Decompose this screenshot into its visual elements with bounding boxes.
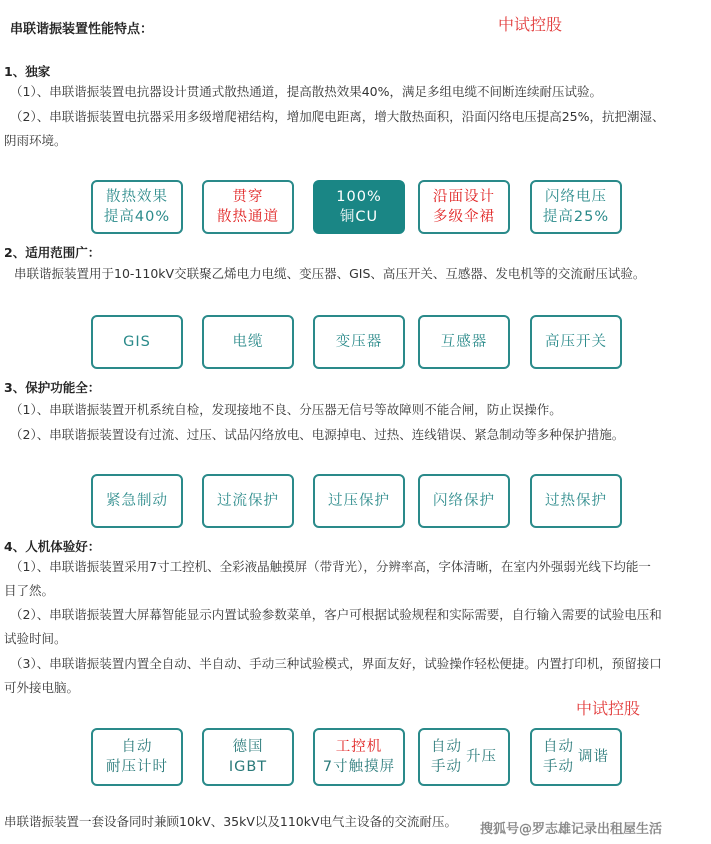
- protect-box-emergency-stop: 紧急制动: [91, 474, 183, 528]
- box-line: 散热通道: [217, 209, 279, 225]
- watermark: 搜狐号@罗志雄记录出租屋生活: [480, 822, 663, 837]
- box-line: 闪络电压: [544, 189, 607, 205]
- box-line: 自动: [543, 739, 574, 755]
- section-2-heading: 2、适用范围广：: [4, 245, 101, 260]
- protect-box-overheat: 过热保护: [530, 474, 622, 528]
- section-3-p2-text: （2）、串联谐振装置设有过流、过压、试品闪络放电、电源掉电、过热、连线错误、紧急制动等多种保护措施。: [10, 427, 625, 442]
- section-4-paragraph-3: [4, 652, 707, 676]
- section-1-paragraph-2-cont: 阴雨环境。: [4, 133, 67, 148]
- scope-box-transformer: 变压器: [313, 315, 405, 369]
- scope-box-hv-switch: 高压开关: [530, 315, 622, 369]
- box-line: 自动: [121, 739, 153, 755]
- section-4-heading: 4、人机体验好：: [4, 539, 101, 554]
- section-4-p2-text: （2）、串联谐振装置大屏幕智能显示内置试验参数菜单，客户可根据试验规程和实际需要，自行输入需要的试验电压和: [10, 607, 662, 622]
- protect-box-overvoltage: 过压保护: [313, 474, 405, 528]
- feature-box-channel: [202, 180, 294, 234]
- section-3-heading: 3、保护功能全：: [4, 380, 101, 395]
- section-4-p3-text: （3）、串联谐振装置内置全自动、半自动、手动三种试验模式，界面友好，试验操作轻松便捷。内置打印机，预留接口: [10, 656, 662, 671]
- box-line: 手动: [543, 759, 574, 775]
- box-line: 贯穿: [232, 189, 264, 205]
- protect-box-overcurrent: 过流保护: [202, 474, 294, 528]
- section-1-paragraph-1: [4, 80, 707, 104]
- box-line: 工控机: [335, 739, 383, 755]
- scope-box-gis: GIS: [91, 315, 183, 369]
- section-3-paragraph-2: [4, 423, 707, 447]
- section-2-paragraph: 串联谐振装置用于10-110kV交联聚乙烯电力电缆、变压器、GIS、高压开关、互感器、发电机等的交流耐压试验。: [14, 266, 646, 281]
- ux-box-boost: [418, 728, 510, 786]
- section-4-paragraph-1-cont: 目了然。: [4, 583, 55, 598]
- scope-box-instrument-transformer: 互感器: [418, 315, 510, 369]
- feature-box-skirt: [418, 180, 510, 234]
- section-3-paragraph-1: [4, 398, 707, 422]
- section-4-paragraph-3-cont: 可外接电脑。: [4, 680, 80, 695]
- box-line: 耐压计时: [106, 759, 168, 775]
- section-1-p2-text: （2）、串联谐振装置电抗器采用多级增爬裙结构，增加爬电距离，增大散热面积，沿面闪络电压提高25%，抗把潮湿、: [10, 109, 665, 124]
- ux-box-auto-timer: [91, 728, 183, 786]
- box-line: 提高40%: [103, 209, 171, 225]
- ux-box-touchscreen: [313, 728, 405, 786]
- brand-label-top: 中试控股: [498, 15, 563, 34]
- brand-label-bottom: 中试控股: [576, 699, 641, 718]
- page-title: 串联谐振装置性能特点：: [10, 22, 154, 37]
- section-3-p1-text: （1）、串联谐振装置开机系统自检，发现接地不良、分压器无信号等故障则不能合闸，防止误操作。: [10, 402, 562, 417]
- scope-box-cable: 电缆: [202, 315, 294, 369]
- box-side-label: 升压: [466, 749, 497, 765]
- box-line: 多级伞裙: [433, 209, 495, 225]
- footer-note: 串联谐振装置一套设备同时兼顾10kV、35kV以及110kV电气主设备的交流耐压。: [4, 814, 458, 829]
- box-line: 100%: [336, 189, 382, 205]
- section-1-heading: 1、独家: [4, 64, 51, 79]
- ux-box-tuning: [530, 728, 622, 786]
- section-1-paragraph-2: [4, 105, 707, 129]
- feature-box-flashover: [530, 180, 622, 234]
- box-line: 手动: [431, 759, 462, 775]
- section-4-paragraph-2: [4, 603, 707, 627]
- protect-box-flashover: 闪络保护: [418, 474, 510, 528]
- section-4-p1-text: （1）、串联谐振装置采用7寸工控机、全彩液晶触摸屏（带背光），分辨率高，字体清晰，在室内外强弱光线下均能一: [10, 559, 651, 574]
- box-side-label: 调谐: [578, 749, 609, 765]
- feature-box-cooling: [91, 180, 183, 234]
- box-line: 铜CU: [339, 209, 379, 225]
- section-4-paragraph-2-cont: 试验时间。: [4, 631, 67, 646]
- section-4-paragraph-1: [4, 555, 707, 579]
- ux-box-igbt: [202, 728, 294, 786]
- box-line: 提高25%: [542, 209, 610, 225]
- box-line: 沿面设计: [433, 189, 495, 205]
- feature-box-copper: [313, 180, 405, 234]
- box-line: 自动: [431, 739, 462, 755]
- box-line: 德国: [232, 739, 264, 755]
- box-line: 7寸触摸屏: [322, 759, 396, 775]
- section-1-p1-text: （1）、串联谐振装置电抗器设计贯通式散热通道，提高散热效果40%，满足多组电缆不间断连续耐压试验。: [10, 84, 602, 99]
- box-line: 散热效果: [105, 189, 168, 205]
- box-line: IGBT: [228, 759, 268, 775]
